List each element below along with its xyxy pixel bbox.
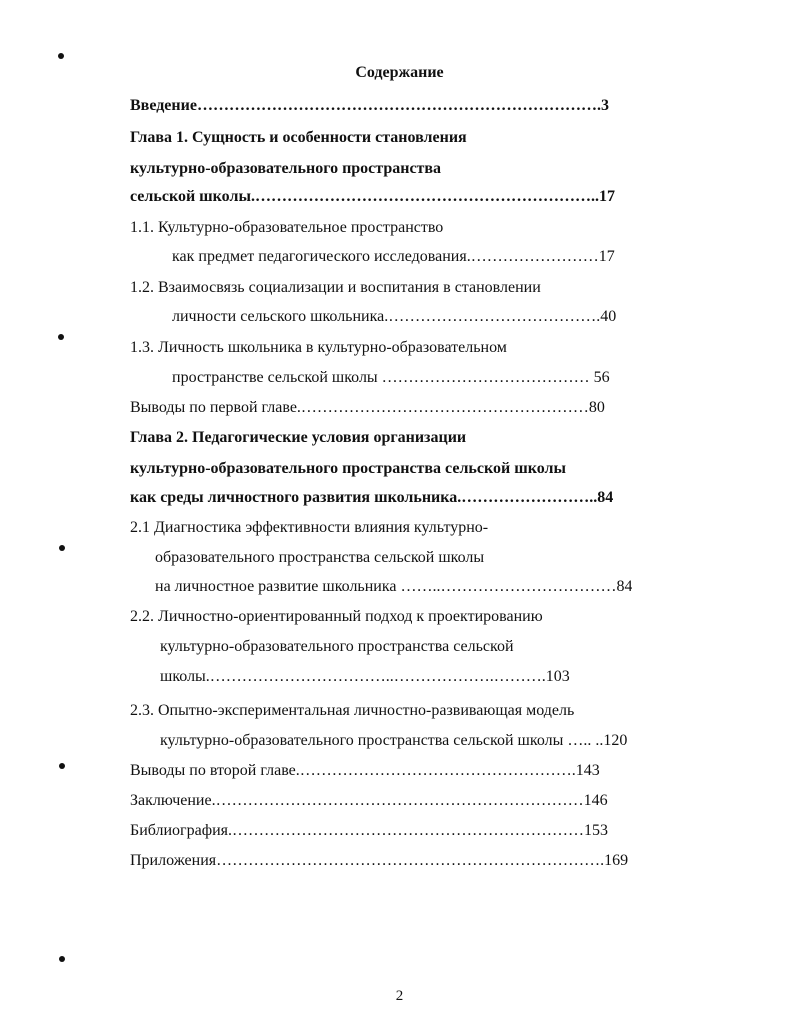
toc-section-1-1-cont: как предмет педагогического исследования.……………………17 — [172, 248, 615, 265]
toc-section-2-2-cont: культурно-образовательного пространства сельской — [160, 638, 514, 655]
toc-conclusion: Заключение.……………………………………………………………146 — [130, 792, 608, 809]
toc-section-2-3-cont: культурно-образовательного пространства сельской школы ….. ..120 — [160, 732, 628, 749]
binding-hole-mark — [58, 53, 64, 59]
toc-conclusions-chapter-1: Выводы по первой главе.………………………………………………80 — [130, 399, 605, 416]
toc-section-2-3: 2.3. Опытно-экспериментальная личностно-развивающая модель — [130, 702, 575, 719]
toc-bibliography: Библиография.…………………………………………………………153 — [130, 822, 608, 839]
toc-section-1-1: 1.1. Культурно-образовательное пространство — [130, 219, 444, 236]
toc-chapter-2-heading-cont: культурно-образовательного пространства сельской школы — [130, 460, 566, 477]
toc-chapter-2-heading: Глава 2. Педагогические условия организации — [130, 429, 467, 446]
toc-chapter-1-heading-cont: культурно-образовательного пространства — [130, 160, 442, 177]
binding-hole-mark — [58, 334, 64, 340]
binding-hole-mark — [59, 545, 65, 551]
toc-appendices: Приложения……………………………………………………………….169 — [130, 852, 629, 869]
toc-section-1-3: 1.3. Личность школьника в культурно-образовательном — [130, 339, 507, 356]
page-title: Содержание — [355, 64, 444, 81]
toc-section-1-3-cont: пространстве сельской школы ………………………………… 56 — [172, 369, 610, 386]
toc-section-2-2: 2.2. Личностно-ориентированный подход к проектированию — [130, 608, 543, 625]
page-number: 2 — [395, 988, 404, 1004]
toc-section-1-2: 1.2. Взаимосвязь социализации и воспитания в становлении — [130, 279, 541, 296]
toc-section-1-2-cont: личности сельского школьника.………………………………….40 — [172, 308, 617, 325]
toc-entry-introduction: Введение………………………………………………………………….3 — [130, 97, 609, 114]
toc-section-2-1-cont: образовательного пространства сельской школы — [155, 549, 485, 566]
toc-chapter-1-heading-page: сельской школы.………………………………………………………..17 — [130, 188, 615, 205]
binding-hole-mark — [59, 763, 65, 769]
toc-chapter-2-heading-page: как среды личностного развития школьника.……………………..84 — [130, 489, 614, 506]
toc-chapter-1-heading: Глава 1. Сущность и особенности становления — [130, 129, 467, 146]
toc-section-2-2-page: школы.……………………………..……………….……….103 — [160, 668, 570, 685]
toc-conclusions-chapter-2: Выводы по второй главе.…………………………………………….143 — [130, 762, 600, 779]
toc-section-2-1: 2.1 Диагностика эффективности влияния культурно- — [130, 519, 489, 536]
binding-hole-mark — [59, 956, 65, 962]
toc-section-2-1-page: на личностное развитие школьника ……..……………………………84 — [155, 578, 633, 595]
